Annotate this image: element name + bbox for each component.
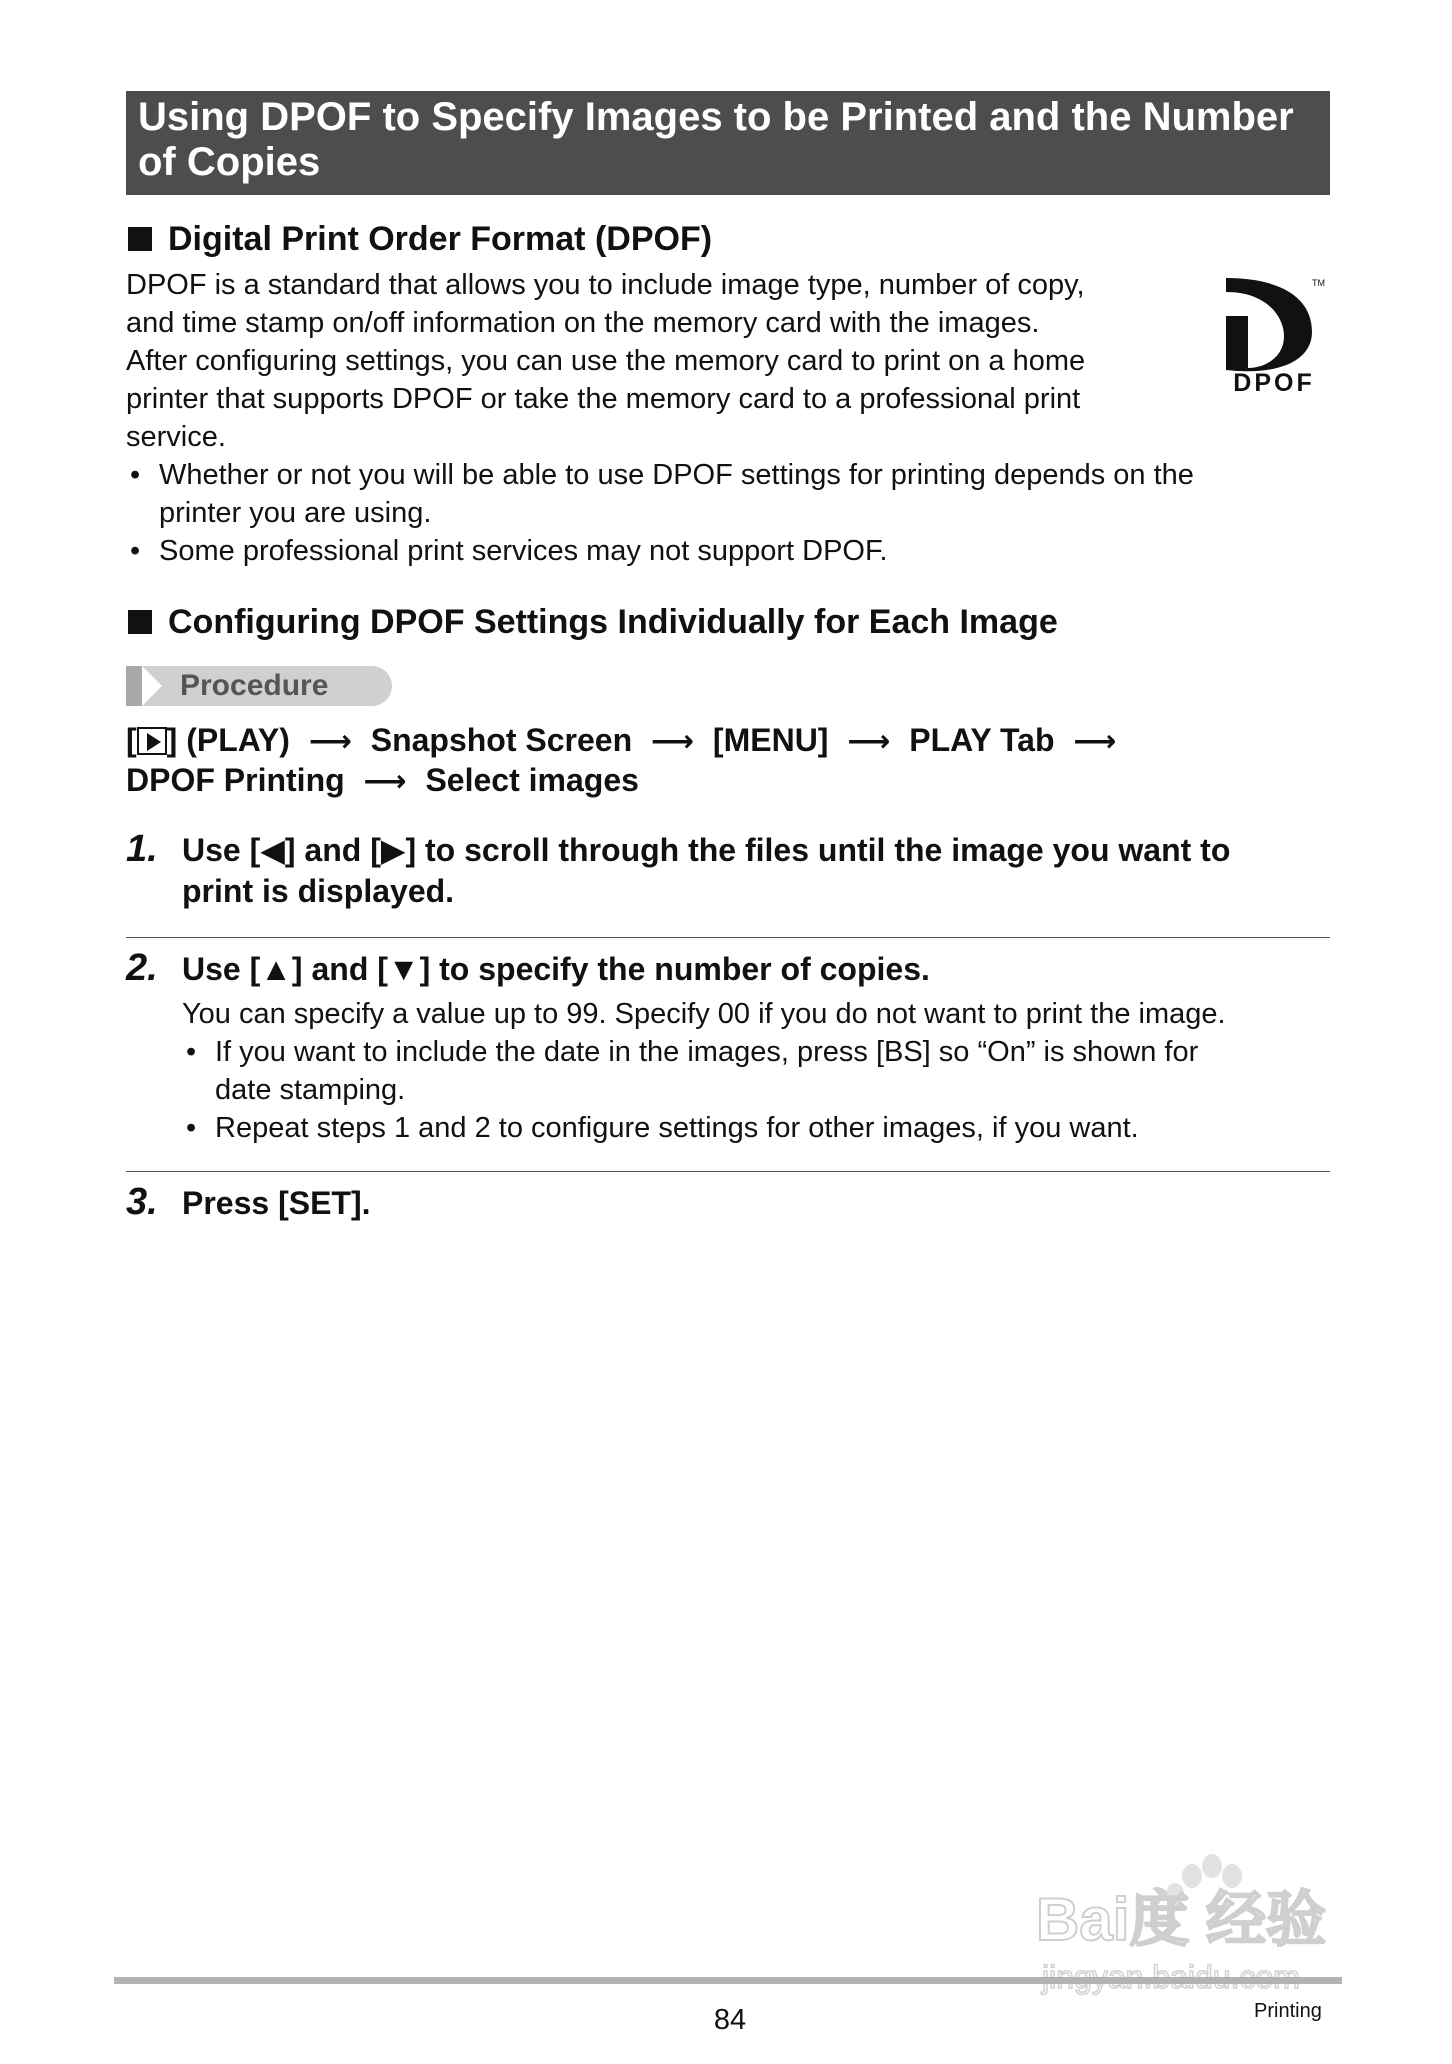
- arrow-right-icon: ⟶: [308, 725, 352, 758]
- procedure-label: [126, 666, 392, 706]
- bullet-dot: •: [130, 459, 141, 491]
- list-item-text: Whether or not you will be able to use DPOF settings for printing depends on the: [159, 459, 1194, 491]
- baidu-watermark: [1030, 1848, 1370, 1998]
- bullet-dot: •: [130, 535, 141, 567]
- step-1-text: [182, 830, 1332, 912]
- path-play-tab: PLAY Tab: [909, 722, 1055, 758]
- step-3-text: Press [SET].: [182, 1185, 371, 1221]
- section-heading-text: Digital Print Order Format (DPOF): [168, 220, 713, 258]
- text-line: printer that supports DPOF or take the memory card to a professional print: [126, 383, 1081, 415]
- arrow-right-icon: ⟶: [1073, 725, 1117, 758]
- path-snapshot: Snapshot Screen: [370, 722, 633, 758]
- bullet-dot: •: [186, 1036, 197, 1068]
- step-2-text: Use [▲] and [▼] to specify the number of copies.: [182, 951, 930, 987]
- footer-section-label: Printing: [1254, 2000, 1322, 2022]
- list-item: [182, 1109, 1332, 1147]
- procedure-tab-icon: [126, 666, 142, 706]
- section-heading-dpof: [128, 219, 712, 259]
- text-line: service.: [126, 421, 226, 453]
- dpof-logo-tm: TM: [1312, 278, 1325, 288]
- arrow-right-icon: ⟶: [847, 725, 891, 758]
- step-line: print is displayed.: [182, 873, 455, 909]
- list-item: [182, 1033, 1332, 1109]
- list-item: [126, 456, 1336, 532]
- square-bullet-icon: [128, 227, 152, 251]
- step-divider: [126, 1171, 1330, 1172]
- path-dpof-printing: DPOF Printing: [126, 762, 345, 798]
- procedure-notch-icon: [142, 666, 162, 706]
- square-bullet-icon: [128, 610, 152, 634]
- footer-rule: [114, 1977, 1342, 1984]
- list-item-text: printer you are using.: [159, 497, 432, 529]
- step-line: Use [◀] and [▶] to scroll through the files until the image you want to: [182, 832, 1231, 868]
- arrow-right-icon: ⟶: [363, 765, 407, 798]
- navigation-path-line-1: [126, 720, 1126, 762]
- play-button-icon: [137, 727, 167, 755]
- section-heading-configuring: [128, 602, 1058, 642]
- step-number: 2.: [126, 947, 158, 989]
- path-select-images: Select images: [425, 762, 639, 798]
- dpof-notes-list: [126, 456, 1336, 570]
- navigation-path-line-2: [126, 760, 639, 802]
- step-2-detail: You can specify a value up to 99. Specify 00 if you do not want to print the image.: [182, 998, 1226, 1030]
- arrow-right-icon: ⟶: [651, 725, 695, 758]
- list-item-text: Repeat steps 1 and 2 to configure settings for other images, if you want.: [215, 1112, 1139, 1144]
- page-title: Using DPOF to Specify Images to be Printed and the Number of Copies: [126, 91, 1330, 195]
- section-heading-text: Configuring DPOF Settings Individually for Each Image: [168, 603, 1058, 641]
- text-line: and time stamp on/off information on the memory card with the images.: [126, 307, 1040, 339]
- text-line: DPOF is a standard that allows you to include image type, number of copy,: [126, 269, 1085, 301]
- step-number: 3.: [126, 1181, 158, 1223]
- dpof-logo: [1220, 276, 1330, 394]
- list-item-text: If you want to include the date in the images, press [BS] so “On” is shown for: [215, 1036, 1199, 1068]
- procedure-label-text: Procedure: [180, 669, 329, 702]
- step-number: 1.: [126, 828, 158, 870]
- bullet-dot: •: [186, 1112, 197, 1144]
- watermark-brand: Bai度 经验: [1036, 1886, 1327, 1953]
- list-item-text: Some professional print services may not support DPOF.: [159, 535, 888, 567]
- page-number: 84: [713, 2004, 747, 2036]
- list-item: [126, 532, 1336, 570]
- path-bracket: [: [126, 722, 137, 758]
- path-menu: [MENU]: [712, 722, 829, 758]
- path-play: ] (PLAY): [166, 722, 290, 758]
- step-divider: [126, 937, 1330, 938]
- dpof-logo-text: DPOF: [1233, 369, 1315, 394]
- list-item-text: date stamping.: [215, 1074, 406, 1106]
- text-line: After configuring settings, you can use the memory card to print on a home: [126, 345, 1086, 377]
- dpof-description: [126, 266, 1226, 456]
- step-2-notes-list: [182, 1033, 1332, 1147]
- dpof-logo-bar: [1226, 316, 1248, 358]
